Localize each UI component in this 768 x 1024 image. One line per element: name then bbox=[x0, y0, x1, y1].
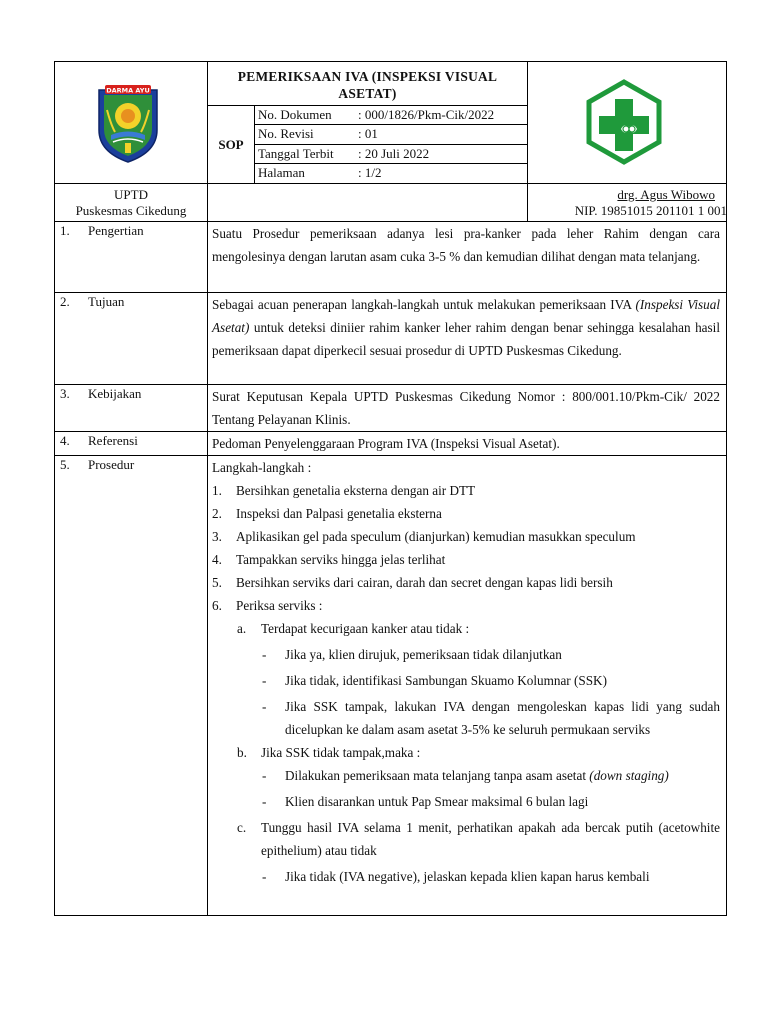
section-tujuan bbox=[55, 292, 726, 385]
dash-item bbox=[212, 790, 720, 813]
list-number: 5. bbox=[212, 575, 222, 590]
dash-text: Jika tidak (IVA negative), jelaskan kepada klien kapan harus kembali bbox=[285, 869, 650, 884]
signatory bbox=[527, 184, 727, 219]
section-label bbox=[60, 433, 138, 449]
dash-bullet: - bbox=[262, 869, 267, 884]
meta-value: : 000/1826/Pkm-Cik/2022 bbox=[358, 107, 495, 123]
section-title: Tujuan bbox=[88, 294, 125, 309]
sop-label: SOP bbox=[208, 106, 255, 183]
meta-row bbox=[255, 145, 527, 164]
section-label bbox=[60, 294, 124, 310]
text-run: untuk deteksi diniier rahim kanker leher rahim dengan benar sehingga kesalahan hasil pemeriksaan dapat diperkecil sesuai prosedur di UPTD Puskesmas Cikedung. bbox=[212, 320, 720, 358]
unit-line: Puskesmas Cikedung bbox=[75, 203, 187, 218]
dash-item bbox=[212, 764, 720, 787]
section-label bbox=[60, 223, 144, 239]
dash-bullet: - bbox=[262, 794, 267, 809]
text-run: Sebagai acuan penerapan langkah-langkah untuk melakukan pemeriksaan IVA bbox=[212, 297, 636, 312]
meta-value: : 01 bbox=[358, 126, 378, 142]
document-title: PEMERIKSAAN IVA (INSPEKSI VISUAL ASETAT) bbox=[208, 62, 527, 106]
dash-bullet: - bbox=[262, 768, 267, 783]
section-label bbox=[60, 386, 141, 402]
section-title: Kebijakan bbox=[88, 386, 142, 401]
list-number: 6. bbox=[212, 598, 222, 613]
list-item bbox=[212, 502, 720, 525]
section-text: Surat Keputusan Kepala UPTD Puskesmas Cikedung Nomor : 800/001.10/Pkm-Cik/ 2022 Tentang Pelayanan Klinis. bbox=[212, 389, 720, 427]
list-item bbox=[212, 548, 720, 571]
unit-line: UPTD bbox=[114, 187, 148, 202]
divider bbox=[527, 62, 528, 183]
sub-letter: c. bbox=[237, 820, 247, 835]
dash-text: Jika tidak, identifikasi Sambungan Skuamo Kolumnar (SSK) bbox=[285, 673, 607, 688]
section-prosedur bbox=[55, 455, 726, 915]
sub-letter: b. bbox=[237, 745, 247, 760]
section-referensi bbox=[55, 431, 726, 456]
list-item bbox=[212, 525, 720, 548]
section-pengertian bbox=[55, 221, 726, 293]
meta-row bbox=[255, 125, 527, 144]
signatory-nip: NIP. 19851015 201101 1 001 bbox=[574, 203, 727, 218]
list-item bbox=[212, 571, 720, 594]
dash-text: Dilakukan pemeriksaan mata telanjang tanpa asam asetat bbox=[285, 768, 590, 783]
list-text: Tampakkan serviks hingga jelas terlihat bbox=[236, 552, 446, 567]
list-text: Inspeksi dan Palpasi genetalia eksterna bbox=[236, 506, 442, 521]
list-text: Aplikasikan gel pada speculum (dianjurkan) kemudian masukkan speculum bbox=[236, 529, 636, 544]
sub-item bbox=[212, 617, 720, 640]
meta-value: : 1/2 bbox=[358, 165, 382, 181]
meta-key: No. Revisi bbox=[258, 126, 314, 142]
list-number: 3. bbox=[212, 529, 222, 544]
sub-letter: a. bbox=[237, 621, 247, 636]
section-text: Pedoman Penyelenggaraan Program IVA (Inspeksi Visual Asetat). bbox=[212, 436, 560, 451]
section-text bbox=[212, 293, 720, 362]
dash-text: Jika ya, klien dirujuk, pemeriksaan tidak dilanjutkan bbox=[285, 647, 562, 662]
meta-key: No. Dokumen bbox=[258, 107, 332, 123]
meta-row bbox=[255, 106, 527, 125]
procedure-steps bbox=[212, 456, 720, 888]
sub-item bbox=[212, 741, 720, 764]
steps-intro: Langkah-langkah : bbox=[212, 460, 312, 475]
list-number: 2. bbox=[212, 506, 222, 521]
dash-bullet: - bbox=[262, 673, 267, 688]
list-text: Bersihkan serviks dari cairan, darah dan secret dengan kapas lidi bersih bbox=[236, 575, 613, 590]
meta-row bbox=[255, 164, 527, 183]
section-number: 5. bbox=[60, 457, 70, 472]
sop-body bbox=[54, 221, 727, 916]
emblem-banner-text: DARMA AYU bbox=[106, 86, 150, 95]
list-item bbox=[212, 594, 720, 617]
sop-header bbox=[54, 61, 727, 222]
sub-text: Tunggu hasil IVA selama 1 menit, perhatikan apakah ada bercak putih (acetowhite epithelium) atau tidak bbox=[261, 820, 720, 858]
dash-item bbox=[212, 695, 720, 741]
section-kebijakan bbox=[55, 384, 726, 432]
document-meta bbox=[255, 106, 527, 183]
section-number: 4. bbox=[60, 433, 70, 448]
list-text: Bersihkan genetalia eksterna dengan air DTT bbox=[236, 483, 476, 498]
list-number: 4. bbox=[212, 552, 222, 567]
section-title: Pengertian bbox=[88, 223, 144, 238]
text-italic: (Inspeksi Visual Asetat) bbox=[212, 297, 720, 335]
section-text: Suatu Prosedur pemeriksaan adanya lesi pra-kanker pada leher Rahim dengan cara mengolesinya dengan larutan asam cuka 3-5 % dan kemudian dilihat dengan mata telanjang. bbox=[212, 226, 720, 264]
text-italic: (down staging) bbox=[589, 768, 669, 783]
dash-text: Klien disarankan untuk Pap Smear maksimal 6 bulan lagi bbox=[285, 794, 589, 809]
section-number: 2. bbox=[60, 294, 70, 309]
dash-item bbox=[212, 669, 720, 692]
section-title: Prosedur bbox=[88, 457, 135, 472]
list-text: Periksa serviks : bbox=[236, 598, 323, 613]
meta-key: Halaman bbox=[258, 165, 305, 181]
indramayu-regency-emblem-icon bbox=[95, 80, 161, 164]
unit-name bbox=[55, 184, 207, 219]
dash-bullet: - bbox=[262, 647, 267, 662]
dash-text: Jika SSK tampak, lakukan IVA dengan mengoleskan kapas lidi yang sudah dicelupkan ke dalam asam asetat 3-5% ke seluruh permukaan serviks bbox=[285, 699, 720, 737]
sub-text: Jika SSK tidak tampak,maka : bbox=[261, 745, 421, 760]
list-number: 1. bbox=[212, 483, 222, 498]
section-number: 3. bbox=[60, 386, 70, 401]
dash-item bbox=[212, 643, 720, 666]
sub-item bbox=[212, 816, 720, 862]
dash-item bbox=[212, 865, 720, 888]
section-label bbox=[60, 457, 134, 473]
dash-bullet: - bbox=[262, 699, 267, 714]
meta-value: : 20 Juli 2022 bbox=[358, 145, 430, 161]
signatory-name: drg. Agus Wibowo bbox=[617, 187, 715, 202]
puskesmas-logo-icon bbox=[585, 79, 663, 165]
sub-text: Terdapat kecurigaan kanker atau tidak : bbox=[261, 621, 470, 636]
meta-key: Tanggal Terbit bbox=[258, 145, 334, 161]
list-item bbox=[212, 479, 720, 502]
section-number: 1. bbox=[60, 223, 70, 238]
section-title: Referensi bbox=[88, 433, 138, 448]
